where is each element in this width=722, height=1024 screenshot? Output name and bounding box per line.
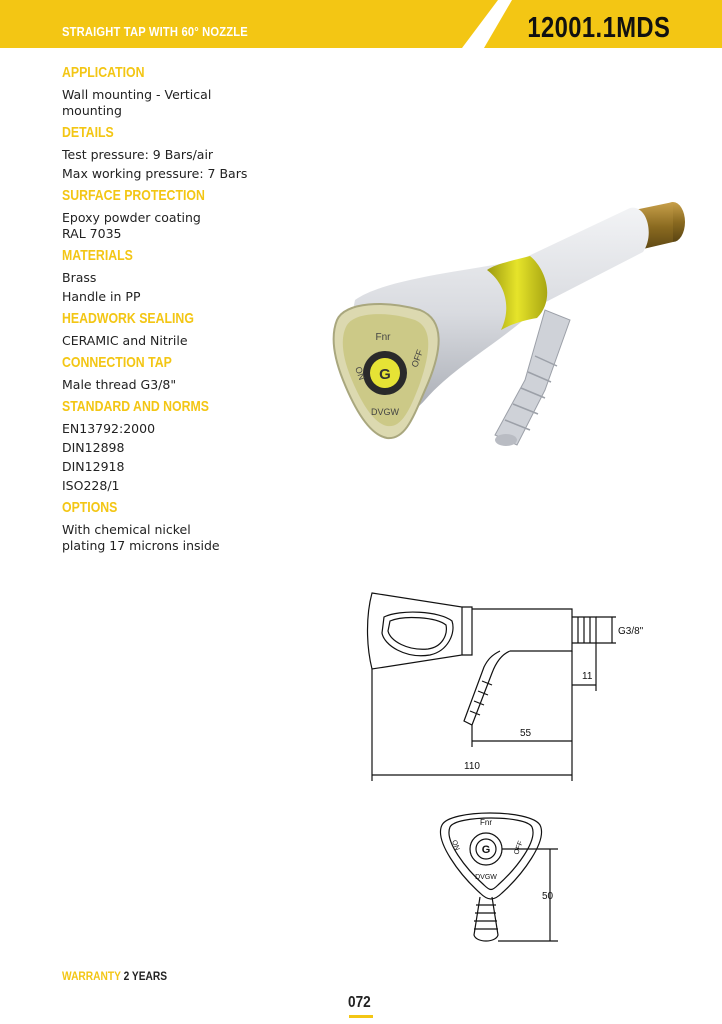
tap-render-image: [325, 190, 695, 460]
section-line: Male thread G3/8": [62, 377, 177, 392]
section-title: HEADWORK SEALING: [62, 310, 194, 327]
section-line: Epoxy powder coating RAL 7035: [62, 210, 201, 241]
section-line: DIN12898: [62, 440, 125, 455]
spec-section-surface-protection: [62, 185, 292, 242]
warranty-value: 2 YEARS: [123, 969, 168, 983]
section-line: Brass: [62, 270, 97, 285]
section-line: EN13792:2000: [62, 421, 156, 436]
product-render: [325, 190, 695, 464]
section-line: DIN12918: [62, 459, 125, 474]
section-line: CERAMIC and Nitrile: [62, 333, 188, 348]
dim-11: 11: [582, 671, 593, 682]
front-brand: Fnr: [480, 818, 492, 827]
section-line: Max working pressure: 7 Bars: [62, 166, 248, 181]
header-banner: [0, 0, 722, 48]
side-view-drawing: [360, 585, 660, 789]
section-title: STANDARD AND NORMS: [62, 398, 209, 415]
section-line: Test pressure: 9 Bars/air: [62, 147, 214, 162]
front-view-drawing: [430, 805, 570, 954]
specifications-list: [62, 62, 292, 557]
section-title: CONNECTION TAP: [62, 354, 172, 371]
section-title: MATERIALS: [62, 247, 133, 264]
dvgw-text: DVGW: [371, 407, 399, 417]
front-view-svg: [430, 805, 570, 950]
spec-section-materials: [62, 245, 292, 305]
knob-letter: G: [379, 366, 391, 383]
spec-section-details: [62, 122, 292, 182]
dim-110: 110: [464, 761, 480, 772]
section-title: APPLICATION: [62, 64, 145, 81]
page-number: 072: [348, 994, 371, 1011]
page-number-underline: [349, 1015, 373, 1018]
warranty-note: [62, 969, 167, 983]
side-view-svg: [360, 585, 660, 785]
section-line: With chemical nickel plating 17 microns inside: [62, 522, 220, 553]
spec-section-headwork-sealing: [62, 308, 292, 349]
section-line: Wall mounting - Vertical mounting: [62, 87, 212, 118]
product-code: 12001.1MDS: [527, 12, 670, 44]
front-off: OFF: [513, 840, 525, 856]
spec-section-application: [62, 62, 292, 119]
dim-thread: G3/8": [618, 626, 644, 637]
section-title: OPTIONS: [62, 499, 118, 516]
off-text: OFF: [409, 348, 426, 369]
section-line: Handle in PP: [62, 289, 141, 304]
spec-section-options: [62, 497, 292, 554]
front-on: ON: [450, 839, 461, 852]
section-title: DETAILS: [62, 124, 114, 141]
section-line: ISO228/1: [62, 478, 120, 493]
brand-text: Fnr: [375, 332, 391, 343]
dim-55: 55: [520, 728, 532, 739]
front-knob-letter: G: [481, 844, 491, 856]
warranty-label: WARRANTY: [62, 969, 121, 983]
spec-section-standards: [62, 396, 292, 494]
dim-50: 50: [542, 891, 554, 902]
on-text: ON: [353, 365, 368, 382]
section-title: SURFACE PROTECTION: [62, 187, 205, 204]
front-dvgw: DVGW: [475, 874, 497, 881]
spec-section-connection-tap: [62, 352, 292, 393]
product-subtitle: STRAIGHT TAP WITH 60° NOZZLE: [62, 24, 248, 39]
